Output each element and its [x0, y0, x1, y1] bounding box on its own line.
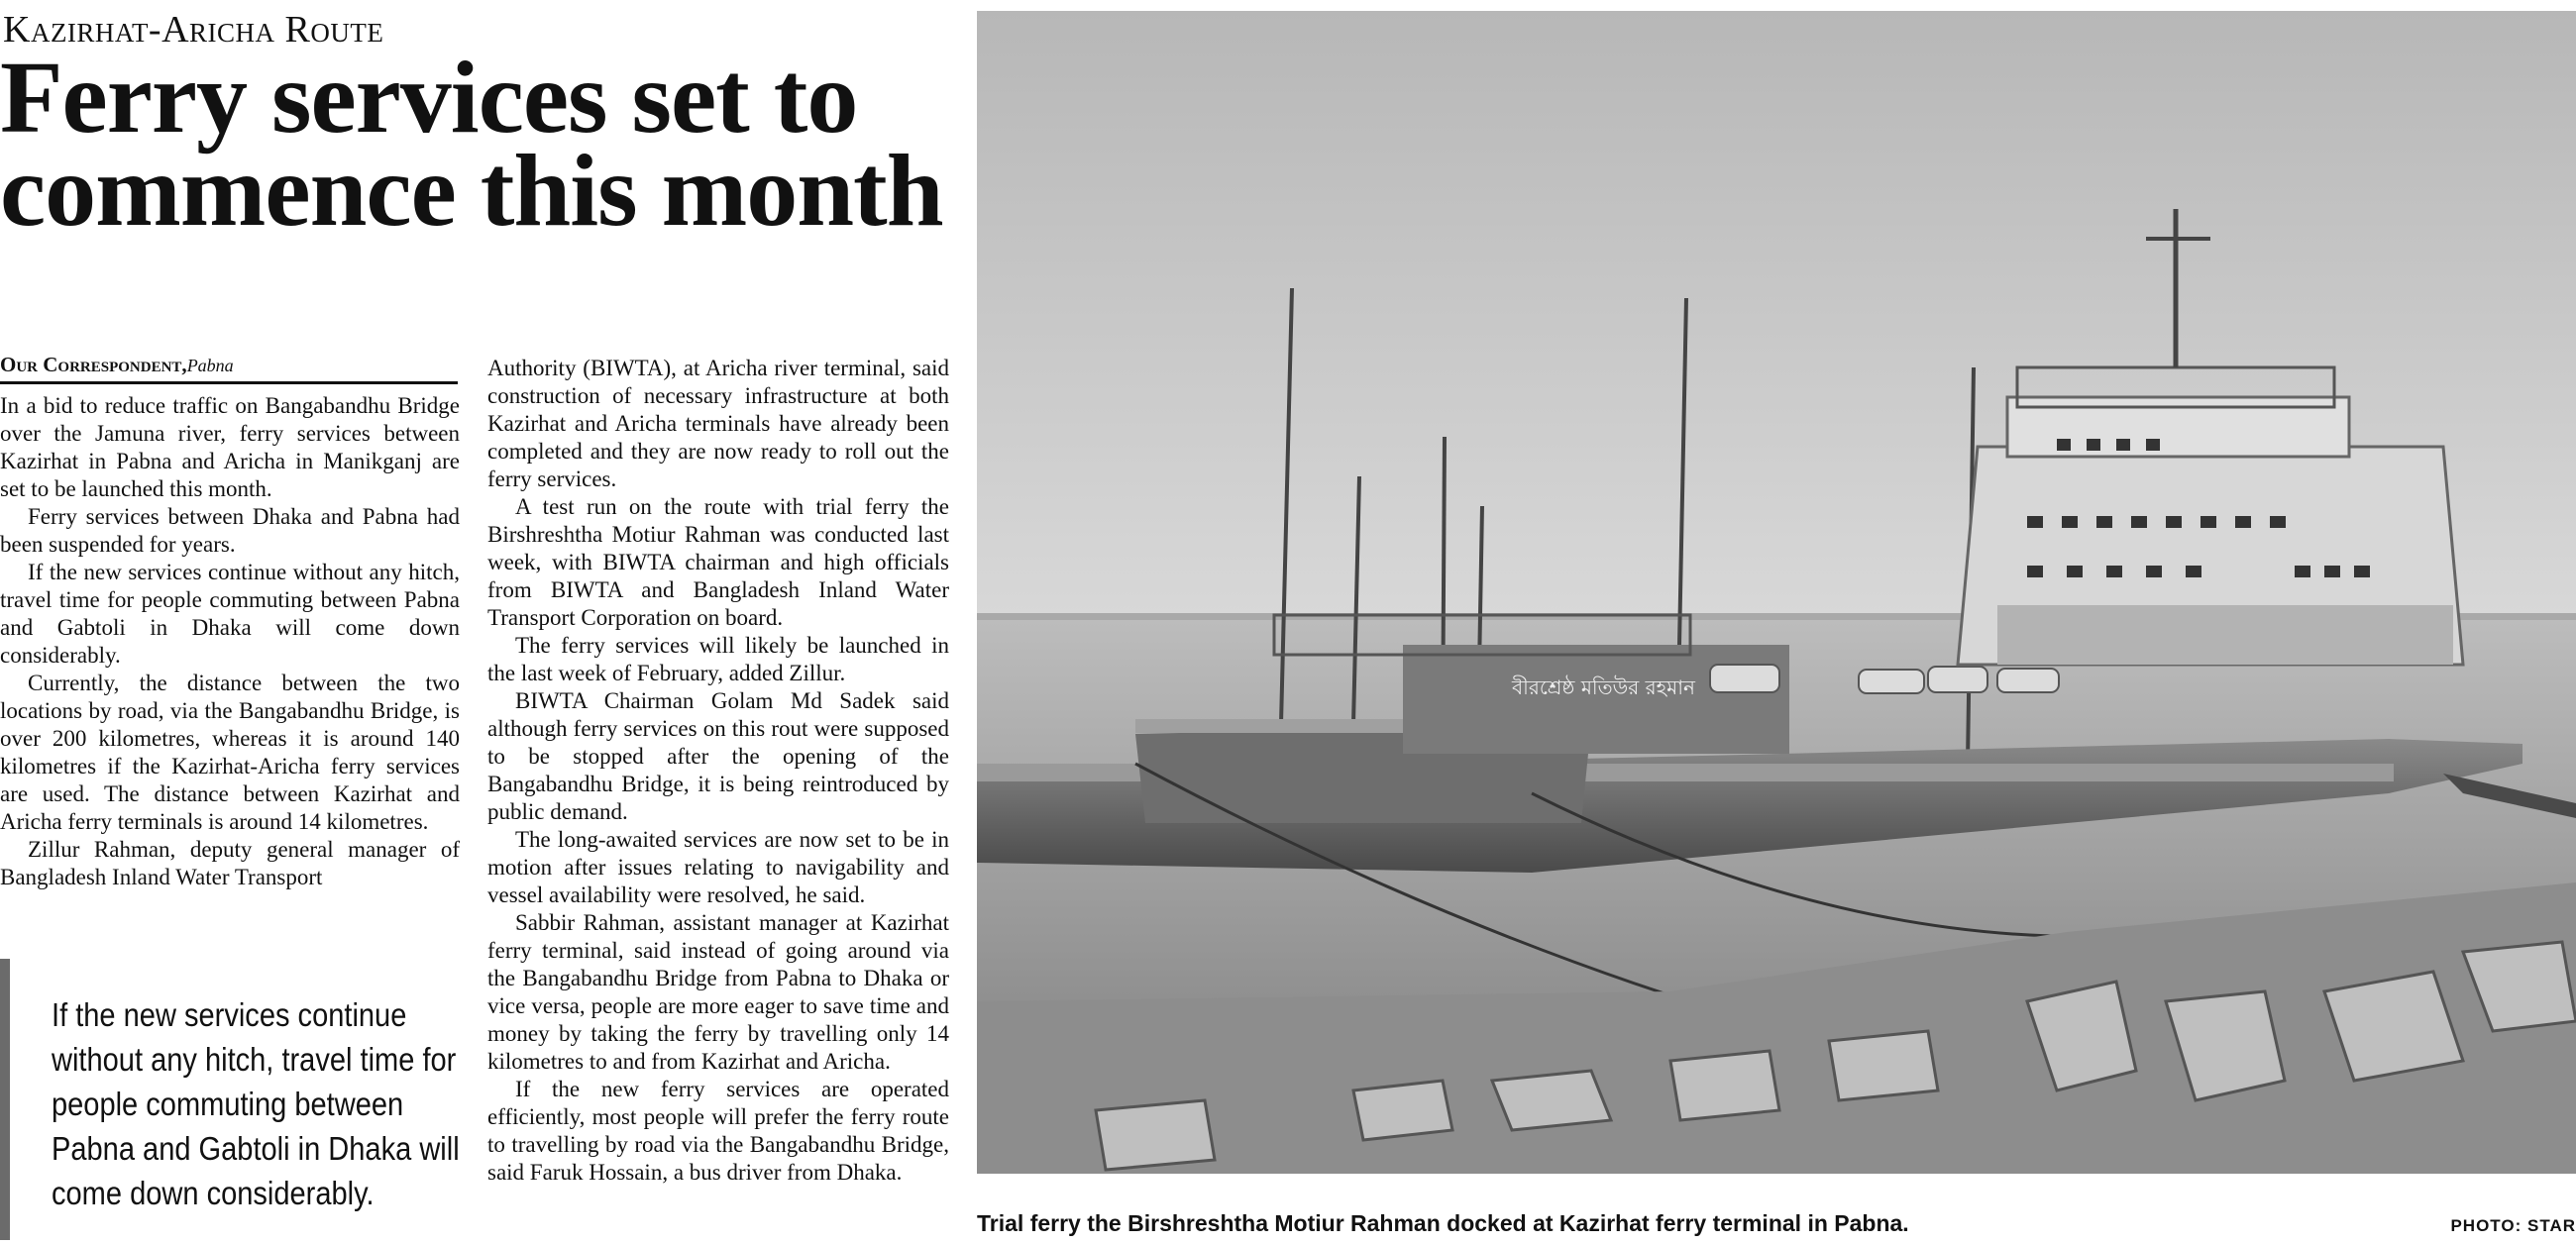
byline — [0, 353, 458, 384]
photo-credit: PHOTO: STAR — [2450, 1216, 2576, 1235]
paragraph: If the new ferry services are operated efficiently, most people will prefer the ferry route to travelling by road via the Bangabandhu Bridge, said Faruk Hossain, a bus driver from Dhaka. — [487, 1077, 949, 1185]
paragraph: In a bid to reduce traffic on Bangabandhu Bridge over the Jamuna river, ferry services between Kazirhat in Pabna and Aricha in Manikganj are set to be launched this month. — [0, 393, 460, 501]
paragraph: BIWTA Chairman Golam Md Sadek said although ferry services on this rout were supposed to be stopped after the opening of the Bangabandhu Bridge, it is being reintroduced by public demand. — [487, 688, 949, 824]
paragraph: Currently, the distance between the two locations by road, via the Bangabandhu Bridge, is over 200 kilometres, whereas it is around 140 kilometres if the Kazirhat-Aricha ferry services are used. The distance between Kazirhat and Aricha ferry terminals is around 14 kilometres. — [0, 671, 460, 834]
ferry-photo-illustration — [977, 11, 2576, 1174]
article-column-1 — [0, 392, 460, 891]
byline-location: Pabna — [186, 356, 234, 375]
ferry-name-label: বীরশ্রেষ্ঠ মতিউর রহমান — [1512, 675, 1695, 699]
kicker: Kazirhat-Aricha Route — [3, 9, 384, 51]
pull-quote-text: If the new services continue without any hitch, travel time for people commuting between Pabna and Gabtoli in Dhaka will come down considerably. — [52, 996, 460, 1211]
ferry-photo — [977, 11, 2576, 1174]
paragraph: If the new services continue without any hitch, travel time for people commuting between Pabna and Gabtoli in Dhaka will come down considerably. — [0, 560, 460, 668]
paragraph: Zillur Rahman, deputy general manager of Bangladesh Inland Water Transport — [0, 837, 460, 889]
bow-structure — [1403, 645, 1789, 754]
paragraph: The ferry services will likely be launched in the last week of February, added Zillur. — [487, 633, 949, 685]
cars — [1710, 665, 2059, 693]
paragraph: A test run on the route with trial ferry the Birshreshtha Motiur Rahman was conducted last week, with BIWTA chairman and high officials from BIWTA and Bangladesh Inland Water Transport Corporation on board. — [487, 494, 949, 630]
paragraph: Authority (BIWTA), at Aricha river terminal, said construction of necessary infrastructure at both Kazirhat and Aricha terminals have already been completed and they are now ready to roll out the ferry services. — [487, 356, 949, 491]
paragraph: Ferry services between Dhaka and Pabna had been suspended for years. — [0, 504, 460, 557]
paragraph: Sabbir Rahman, assistant manager at Kazirhat ferry terminal, said instead of going around via the Bangabandhu Bridge from Pabna to Dhaka or vice versa, people are more eager to save time and money by taking the ferry by travelling only 14 kilometres to and from Kazirhat and Aricha. — [487, 910, 949, 1074]
paragraph: The long-awaited services are now set to be in motion after issues relating to navigability and vessel availability were resolved, he said. — [487, 827, 949, 907]
byline-author: Our Correspondent, — [0, 353, 187, 376]
headline: Ferry services set to commence this month — [0, 41, 943, 248]
pull-quote — [0, 959, 497, 1240]
photo-caption: Trial ferry the Birshreshtha Motiur Rahman docked at Kazirhat ferry terminal in Pabna. — [977, 1210, 1909, 1236]
article-column-2 — [487, 355, 949, 1187]
